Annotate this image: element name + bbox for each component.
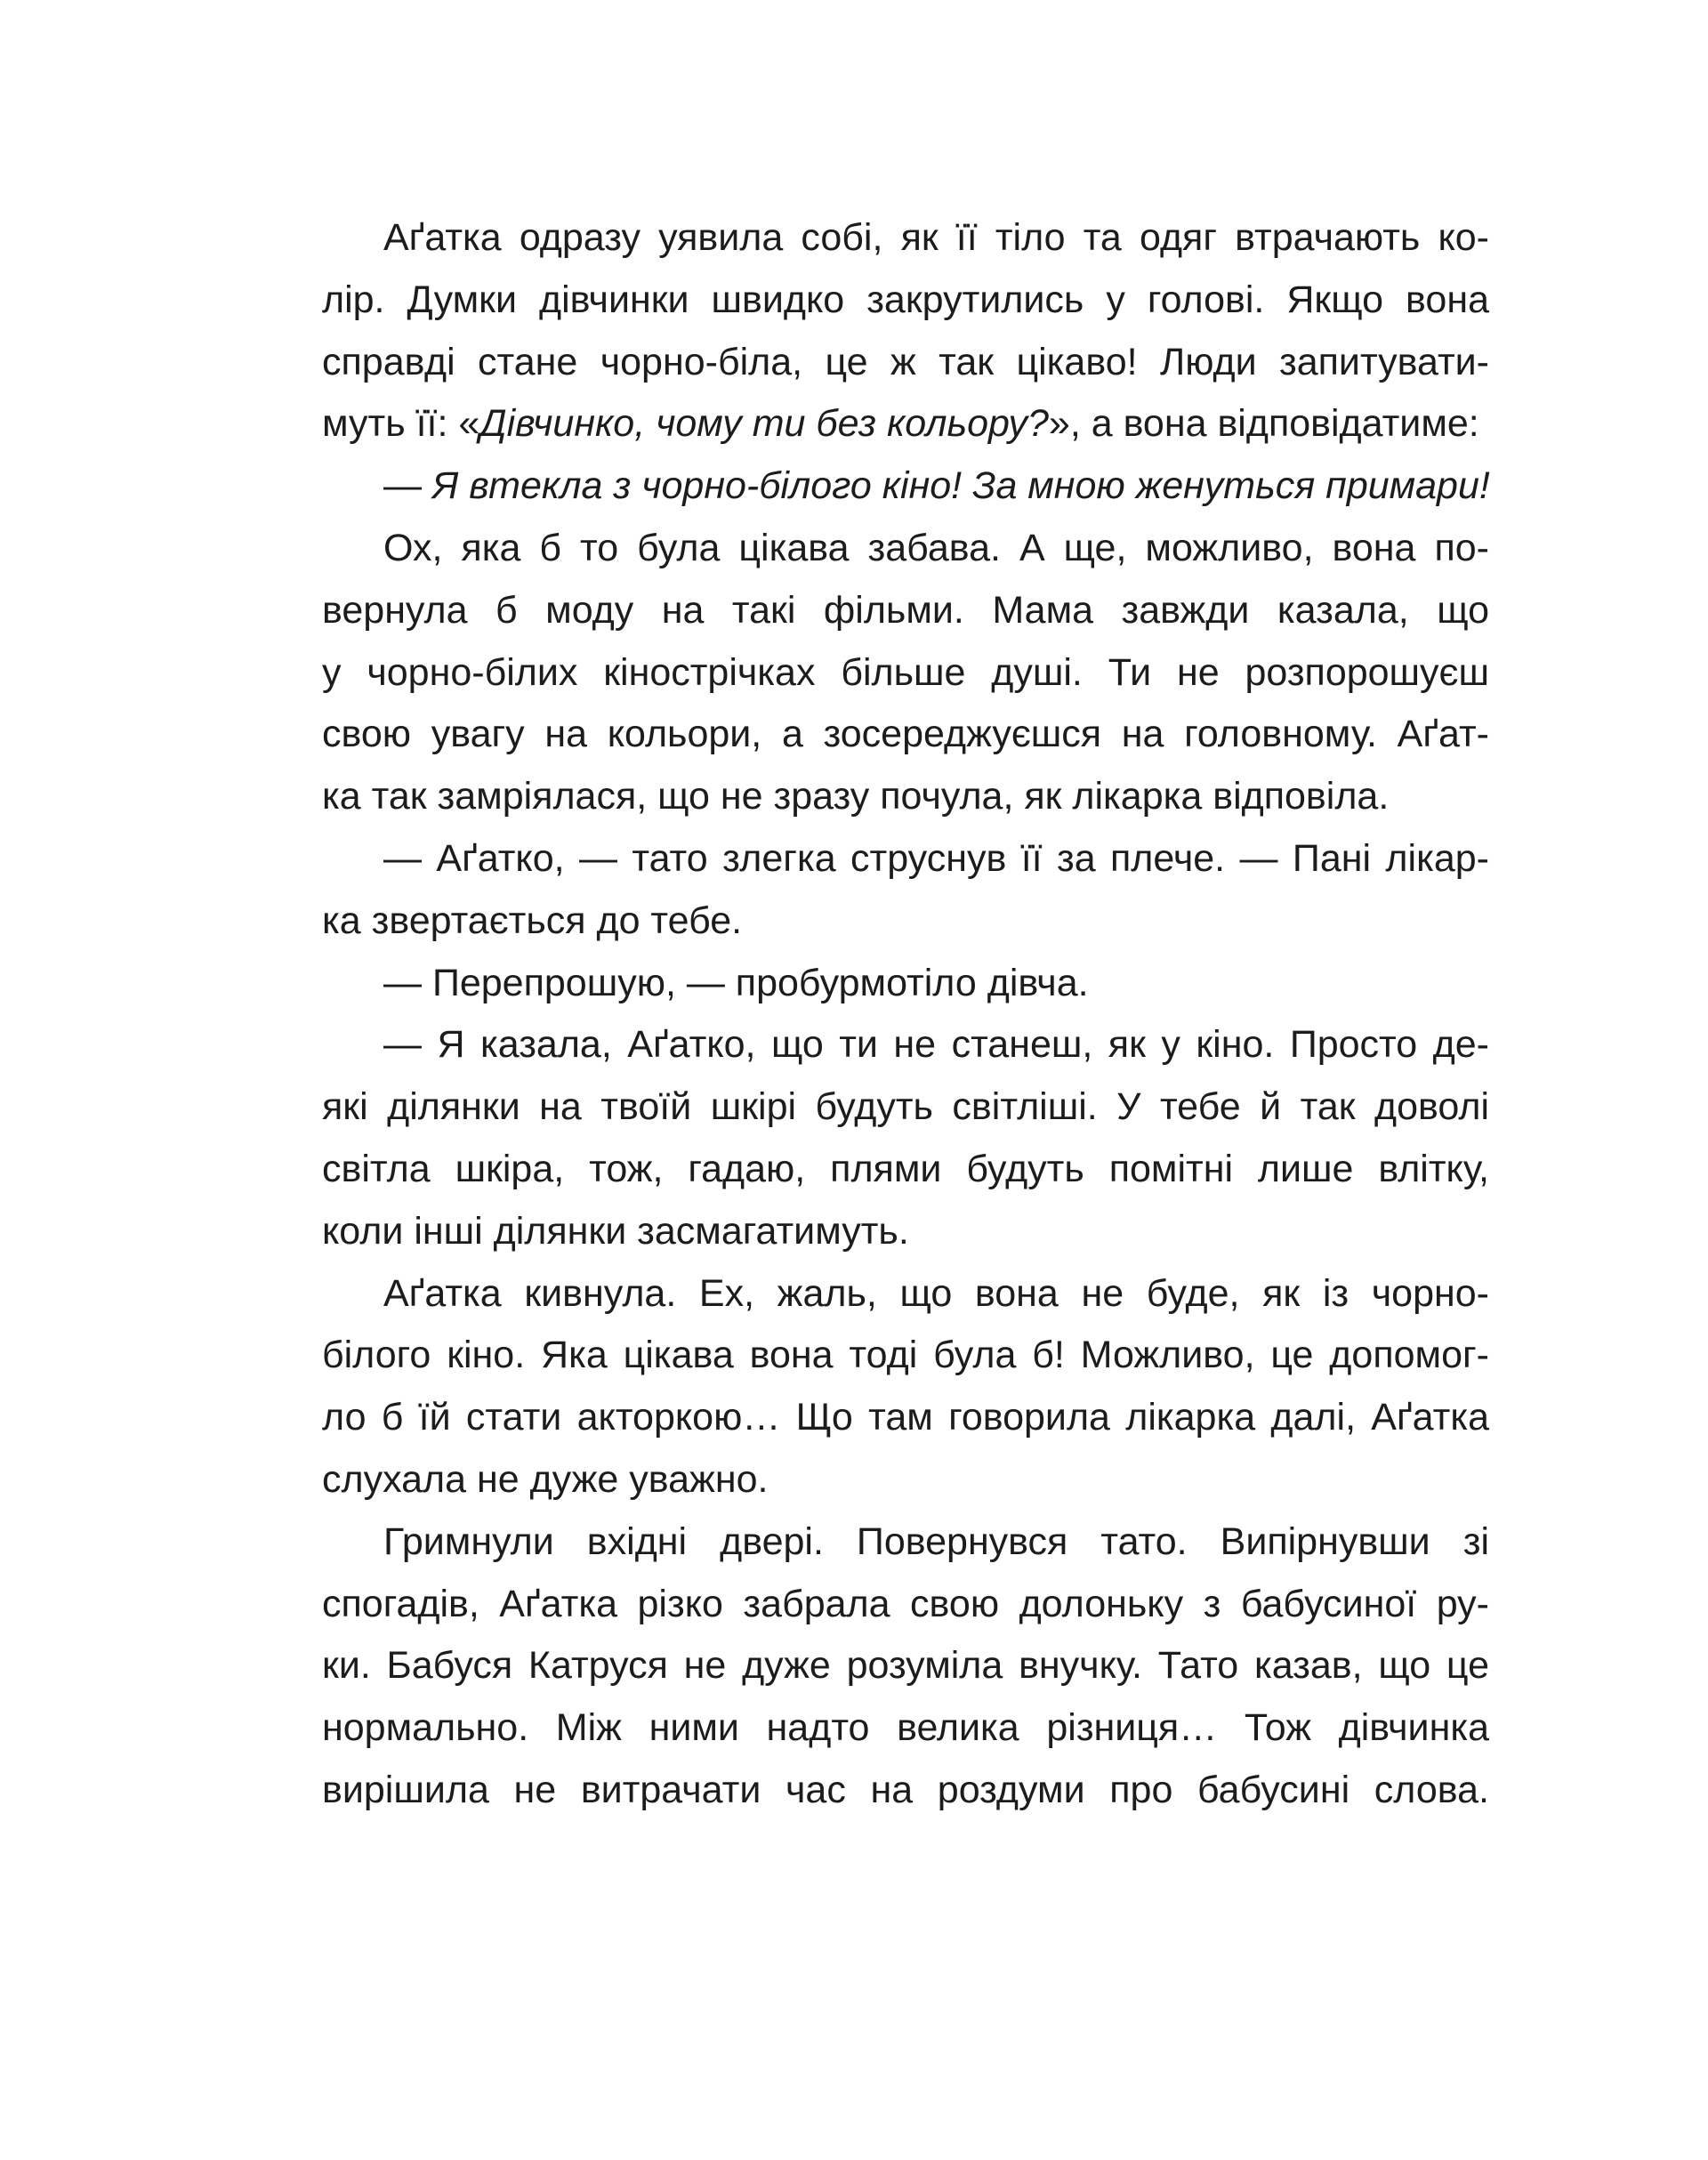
dialogue-dash: — <box>383 464 432 508</box>
paragraph-line: вирішила не витрачати час на роздуми про бабусині слова. <box>322 1768 1489 1811</box>
paragraph-line: справді стане чорно-біла, це ж так цікаво! Люди запитувати- <box>322 340 1489 383</box>
italic-dialogue: Я втекла з чорно-білого кіно! За мною женуться примари! <box>431 464 1490 508</box>
dialogue-line <box>322 455 1489 518</box>
paragraph-line: Гримнули вхідні двері. Повернувся тато. Випірнувши зі <box>383 1519 1489 1563</box>
paragraph-line: слухала не дуже уважно. <box>322 1457 769 1501</box>
paragraph-line: Аґатка одразу уявила собі, як її тіло та одяг втрачають ко- <box>383 216 1489 259</box>
dialogue-line: — Перепрошую, — пробурмотіло дівча. <box>383 961 1089 1004</box>
italic-quote: Дівчинко, чому ти без кольору? <box>479 402 1049 446</box>
paragraph-line: нормально. Між ними надто велика різниця… Тож дівчинка <box>322 1706 1489 1750</box>
paragraph-line: ки. Бабуся Катруся не дуже розуміла внучку. Тато казав, що це <box>322 1644 1489 1688</box>
book-page-text <box>322 207 1489 1822</box>
paragraph-line: свою увагу на кольори, а зосереджуєшся на головному. Аґат- <box>322 713 1489 756</box>
paragraph-line: лір. Думки дівчинки швидко закрутились у голові. Якщо вона <box>322 278 1489 321</box>
paragraph-line: ка так замріялася, що не зразу почула, як лікарка відповіла. <box>322 775 1390 818</box>
line-text: муть її: « <box>322 402 480 446</box>
dialogue-line: світла шкіра, тож, гадаю, плями будуть помітні лише влітку, <box>322 1147 1489 1190</box>
dialogue-line: — Я казала, Аґатко, що ти не станеш, як у кіно. Просто де- <box>383 1023 1489 1067</box>
paragraph-line: вернула б моду на такі фільми. Мама завжди казала, що <box>322 588 1489 632</box>
paragraph-line <box>322 393 1489 455</box>
paragraph-line: Аґатка кивнула. Ех, жаль, що вона не буде, як із чорно- <box>383 1271 1489 1315</box>
paragraph-line: спогадів, Аґатка різко забрала свою долоньку з бабусиної ру- <box>322 1582 1489 1625</box>
paragraph-line: у чорно-білих кінострічках більше душі. Ти не розпорошуєш <box>322 650 1489 694</box>
paragraph-line: білого кіно. Яка цікава вона тоді була б! Можливо, це допомог- <box>322 1334 1489 1377</box>
dialogue-line: коли інші ділянки засмагатимуть. <box>322 1209 909 1253</box>
paragraph-line: Ох, яка б то була цікава забава. А ще, можливо, вона по- <box>383 526 1489 569</box>
line-text: », а вона відповідатиме: <box>1048 402 1479 446</box>
dialogue-line: ка звертається до тебе. <box>322 899 743 942</box>
dialogue-line: — Аґатко, — тато злегка струснув її за плече. — Пані лікар- <box>383 836 1489 880</box>
paragraph-line: ло б їй стати акторкою… Що там говорила лікарка далі, Аґатка <box>322 1396 1489 1439</box>
dialogue-line: які ділянки на твоїй шкірі будуть світліші. У тебе й так доволі <box>322 1085 1489 1129</box>
